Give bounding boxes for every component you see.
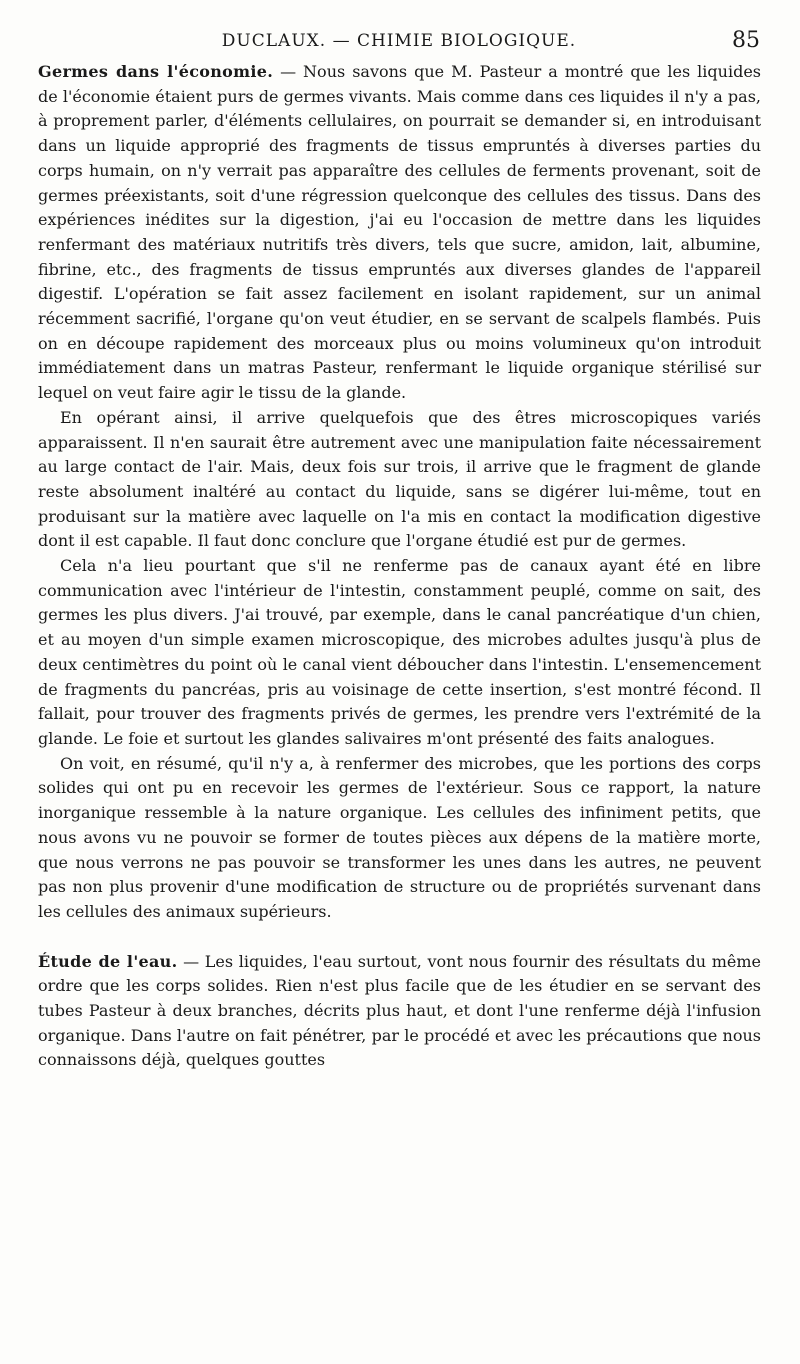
body-text <box>38 60 761 1073</box>
section-heading-germes: Germes dans l'économie. <box>38 62 274 81</box>
paragraph-text: — Nous savons que M. Pasteur a montré que les liquides de l'économie étaient purs de germes vivants. Mais comme dans ces liquides il n'y a pas, à proprement parler, d'éléments cellulaires, on pourrait se demander si, en introduisant dans un liquide approprié des fragments de tissus empruntés à diverses parties du corps humain, on n'y verrait pas apparaître des cellules de ferments provenant, soit de germes préexistants, soit d'une régression quelconque des cellules des tissus. Dans des expériences inédites sur la digestion, j'ai eu l'occasion de mettre dans les liquides renfermant des matériaux nutritifs très divers, tels que sucre, amidon, lait, albumine, fibrine, etc., des fragments de tissus empruntés aux diverses glandes de l'appareil digestif. L'opération se fait assez facilement en isolant rapidement, sur un animal récemment sacrifié, l'organe qu'on veut étudier, en se servant de scalpels flambés. Puis on en découpe rapidement des morceaux plus ou moins volumineux qu'on introduit immédiatement dans un matras Pasteur, renfermant le liquide organique stérilisé sur lequel on veut faire agir le tissu de la glande. <box>38 62 761 403</box>
paragraph: Cela n'a lieu pourtant que s'il ne renferme pas de canaux ayant été en libre communication avec l'intérieur de l'intestin, constamment peuplé, comme on sait, des germes les plus divers. J'ai trouvé, par exemple, dans le canal pancréatique d'un chien, et au moyen d'un simple examen microscopique, des microbes adultes jusqu'à plus de deux centimètres du point où le canal vient déboucher dans l'intestin. L'ensemencement de fragments du pancréas, pris au voisinage de cette insertion, s'est montré fécond. Il fallait, pour trouver des fragments privés de germes, les prendre vers l'extrémité de la glande. Le foie et surtout les glandes salivaires m'ont présenté des faits analogues. <box>38 556 761 748</box>
running-title: DUCLAUX. — CHIMIE BIOLOGIQUE. <box>221 31 577 51</box>
section-heading-eau: Étude de l'eau. <box>38 951 178 971</box>
running-head <box>38 26 760 56</box>
section-divider-space <box>38 925 761 950</box>
page-number: 85 <box>732 28 760 53</box>
paragraph: On voit, en résumé, qu'il n'y a, à renfermer des microbes, que les portions des corps solides qui ont pu en recevoir les germes de l'extérieur. Sous ce rapport, la nature inorganique ressemble à la nature organique. Les cellules des infiniment petits, que nous avons vu ne pouvoir se former de toutes pièces aux dépens de la matière morte, que nous verrons ne pas pouvoir se transformer les unes dans les autres, ne peuvent pas non plus provenir d'une modification de structure ou de propriétés survenant dans les cellules des animaux supérieurs. <box>38 753 761 921</box>
paragraph-germes-intro <box>38 60 761 406</box>
paragraph-eau-intro <box>38 950 761 1074</box>
paragraph: En opérant ainsi, il arrive quelquefois que des êtres microscopiques variés apparaissent. Il n'en saurait être autrement avec une manipulation faite nécessairement au large contact de l'air. Mais, deux fois sur trois, il arrive que le fragment de glande reste absolument inaltéré au contact du liquide, sans se digérer lui-même, tout en produisant sur la matière avec laquelle on l'a mis en contact la modification digestive dont il est capable. Il faut donc conclure que l'organe étudié est pur de germes. <box>38 407 761 551</box>
paragraph-text: — Les liquides, l'eau surtout, vont nous fournir des résultats du même ordre que les corps solides. Rien n'est plus facile que de les étudier en se servant des tubes Pasteur à deux branches, décrits plus haut, et dont l'une renferme déjà l'infusion organique. Dans l'autre on fait pénétrer, par le procédé et avec les précautions que nous connaissons déjà, quelques gouttes <box>38 951 761 1070</box>
